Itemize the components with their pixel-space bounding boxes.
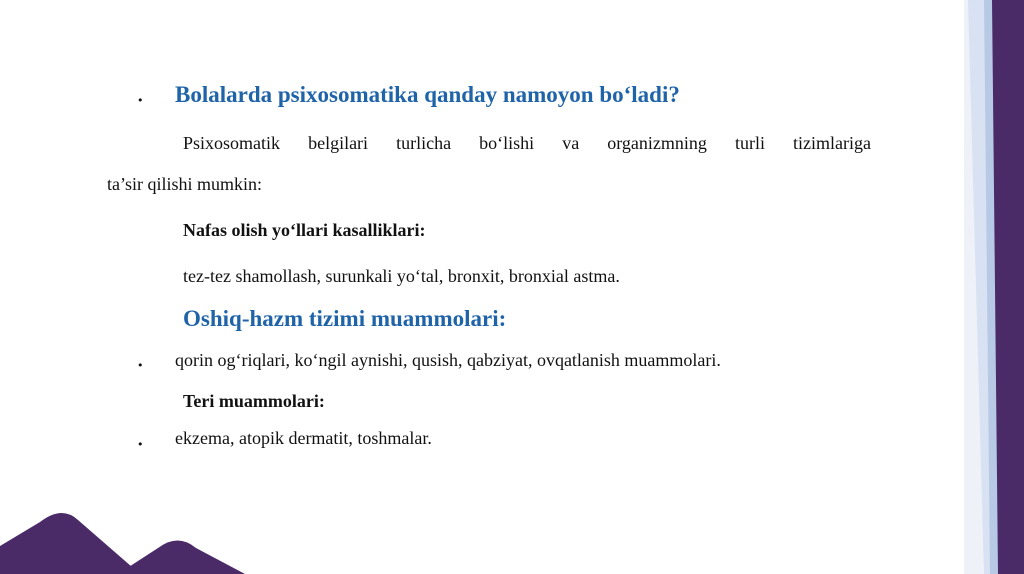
skin-bullet: • — [137, 438, 144, 451]
intro-line-2: ta’sir qilishi mumkin: — [107, 174, 263, 194]
section-heading-skin: Teri muammolari: — [183, 391, 325, 411]
section-text-skin: ekzema, atopik dermatit, toshmalar. — [175, 428, 432, 448]
section-heading-respiratory: Nafas olish yo‘llari kasalliklari: — [183, 220, 426, 240]
section-text-respiratory: tez-tez shamollash, surunkali yo‘tal, bronxit, bronxial astma. — [183, 266, 620, 286]
section-heading-digestive: Oshiq-hazm tizimi muammolari: — [183, 306, 507, 331]
intro-line-1: Psixosomatik belgilari turlicha bo‘lishi va organizmning turli tizimlariga — [183, 133, 871, 153]
title-bullet: • — [137, 94, 144, 107]
digestive-bullet: • — [137, 359, 144, 372]
mountain-left — [0, 513, 140, 574]
slide-title: Bolalarda psixosomatika qanday namoyon bo‘ladi? — [175, 82, 680, 107]
section-text-digestive: qorin og‘riqlari, ko‘ngil aynishi, qusish, qabziyat, ovqatlanish muammolari. — [175, 350, 721, 370]
mountain-right — [118, 541, 245, 574]
